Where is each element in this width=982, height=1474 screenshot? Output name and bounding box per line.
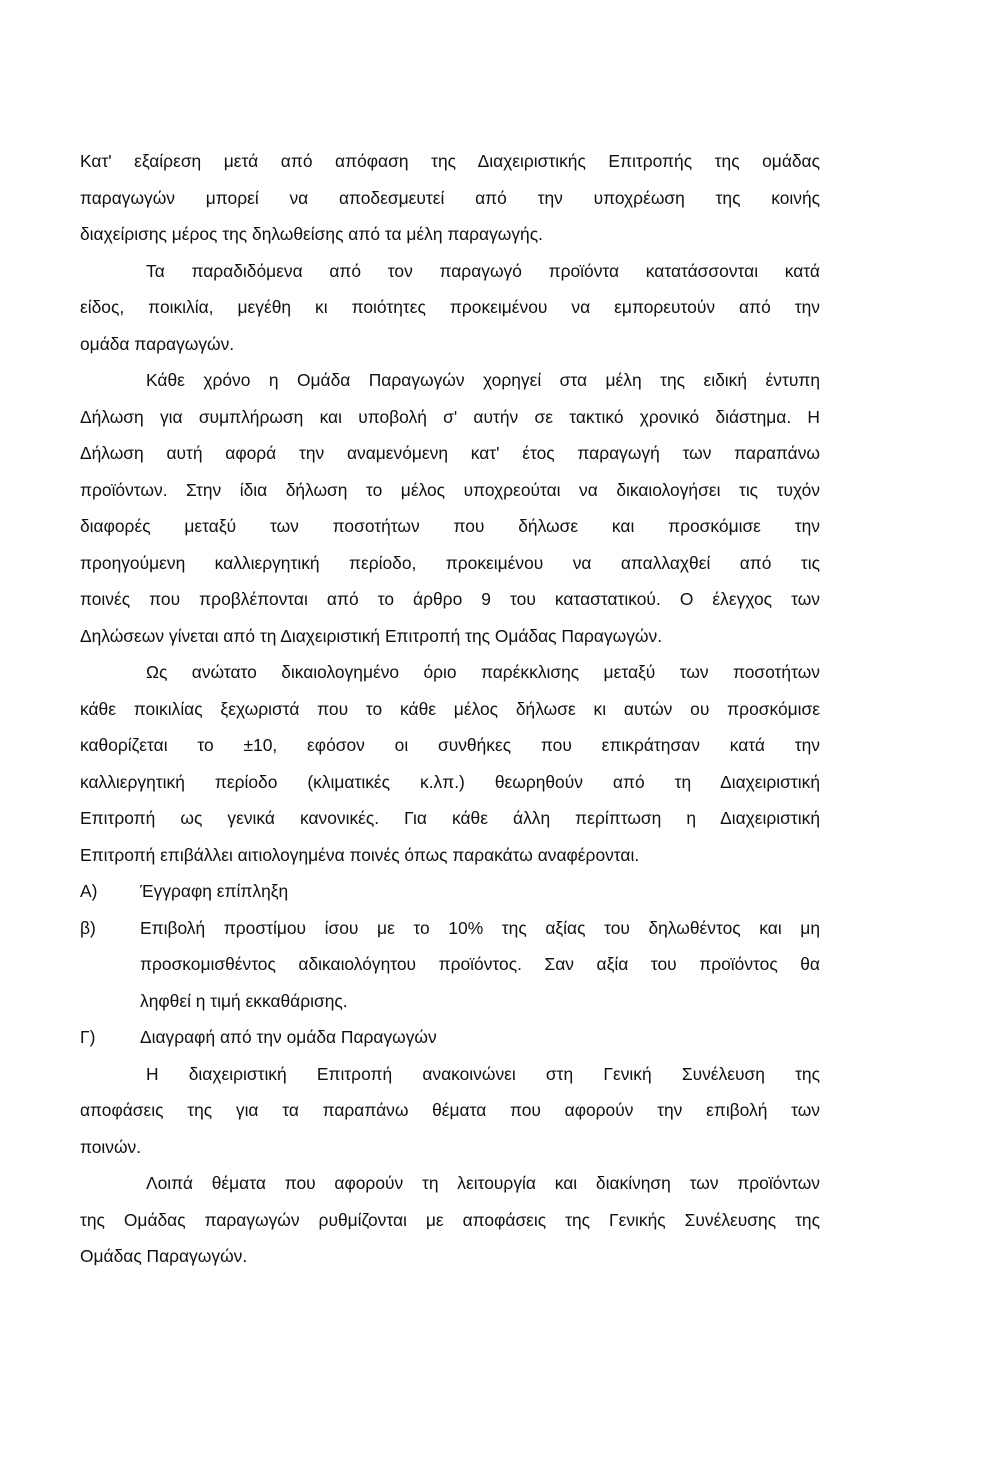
text-line: Επιτροπή επιβάλλει αιτιολογημένα ποινές όπως παρακάτω αναφέρονται. xyxy=(80,844,640,865)
text-line: ποινές που προβλέπονται από το άρθρο 9 του καταστατικού. Ο έλεγχος των xyxy=(80,589,820,609)
text-line: Επιτροπή ως γενικά κανονικές. Για κάθε άλλη περίπτωση η Διαχειριστική xyxy=(80,808,820,828)
text-line: προηγούμενη καλλιεργητική περίοδο, προκειμένου να απαλλαχθεί από τις xyxy=(80,552,820,573)
text-line: διαχείρισης μέρος της δηλωθείσης από τα μέλη παραγωγής. xyxy=(80,224,543,244)
item-text: Έγγραφη επίπληξη xyxy=(140,881,289,901)
item-text: Επιβολή προστίμου ίσου με το 10% της αξίας του δηλωθέντος και μη xyxy=(140,917,820,938)
text-line: Δήλωση αυτή αφορά την αναμενόμενη κατ' έτος παραγωγή των παραπάνω xyxy=(80,443,820,463)
text-line: της Ομάδας παραγωγών ρυθμίζονται με αποφάσεις της Γενικής Συνέλευσης της xyxy=(80,1209,820,1230)
text-line: καλλιεργητική περίοδο (κλιματικές κ.λπ.) θεωρηθούν από τη Διαχειριστική xyxy=(80,771,820,792)
text-line: αποφάσεις της για τα παραπάνω θέματα που αφορούν την επιβολή των xyxy=(80,1100,820,1120)
document-page xyxy=(80,143,820,1275)
text-line: Κάθε χρόνο η Ομάδα Παραγωγών χορηγεί στα μέλη της ειδική έντυπη xyxy=(146,370,820,390)
item-label: Α) xyxy=(80,881,98,901)
text-line: παραγωγών μπορεί να αποδεσμευτεί από την υποχρέωση της κοινής xyxy=(80,187,820,208)
text-line: Ως ανώτατο δικαιολογημένο όριο παρέκκλισης μεταξύ των ποσοτήτων xyxy=(146,662,820,682)
penalty-item-a xyxy=(80,873,820,910)
penalty-item-c xyxy=(80,1019,820,1056)
text-line: προϊόντων. Στην ίδια δήλωση το μέλος υποχρεούται να δικαιολογήσει τις τυχόν xyxy=(80,479,820,500)
text-line: Λοιπά θέματα που αφορούν τη λειτουργία και διακίνηση των προϊόντων xyxy=(146,1173,820,1193)
text-line: Δήλωση για συμπλήρωση και υποβολή σ' αυτήν σε τακτικό χρονικό διάστημα. Η xyxy=(80,406,820,427)
text-line: καθορίζεται το ±10, εφόσον οι συνθήκες που επικράτησαν κατά την xyxy=(80,735,820,755)
text-line: Κατ' εξαίρεση μετά από απόφαση της Διαχειριστικής Επιτροπής της ομάδας xyxy=(80,151,820,171)
text-line: ομάδα παραγωγών. xyxy=(80,333,235,354)
text-line: Ομάδας Παραγωγών. xyxy=(80,1246,248,1266)
text-line: διαφορές μεταξύ των ποσοτήτων που δήλωσε και προσκόμισε την xyxy=(80,516,820,536)
text-line: Η διαχειριστική Επιτροπή ανακοινώνει στη Γενική Συνέλευση της xyxy=(146,1063,820,1084)
item-text: Διαγραφή από την ομάδα Παραγωγών xyxy=(140,1027,437,1047)
item-label: Γ) xyxy=(80,1027,96,1047)
text-line: Δηλώσεων γίνεται από τη Διαχειριστική Επιτροπή της Ομάδας Παραγωγών. xyxy=(80,625,663,646)
text-line: είδος, ποικιλία, μεγέθη κι ποιότητες προκειμένου να εμπορευτούν από την xyxy=(80,297,820,317)
text-line: κάθε ποικιλίας ξεχωριστά που το κάθε μέλος δήλωσε κι αυτών ου προσκόμισε xyxy=(80,698,820,719)
text-line: ποινών. xyxy=(80,1136,142,1157)
item-text-continuation: ληφθεί η τιμή εκκαθάρισης. xyxy=(140,990,348,1011)
penalty-item-b xyxy=(80,910,820,947)
item-text-continuation: προσκομισθέντος αδικαιολόγητου προϊόντος. Σαν αξία του προϊόντος θα xyxy=(140,954,820,974)
text-line: Τα παραδιδόμενα από τον παραγωγό προϊόντα κατατάσσονται κατά xyxy=(146,260,820,281)
item-label: β) xyxy=(80,917,96,938)
